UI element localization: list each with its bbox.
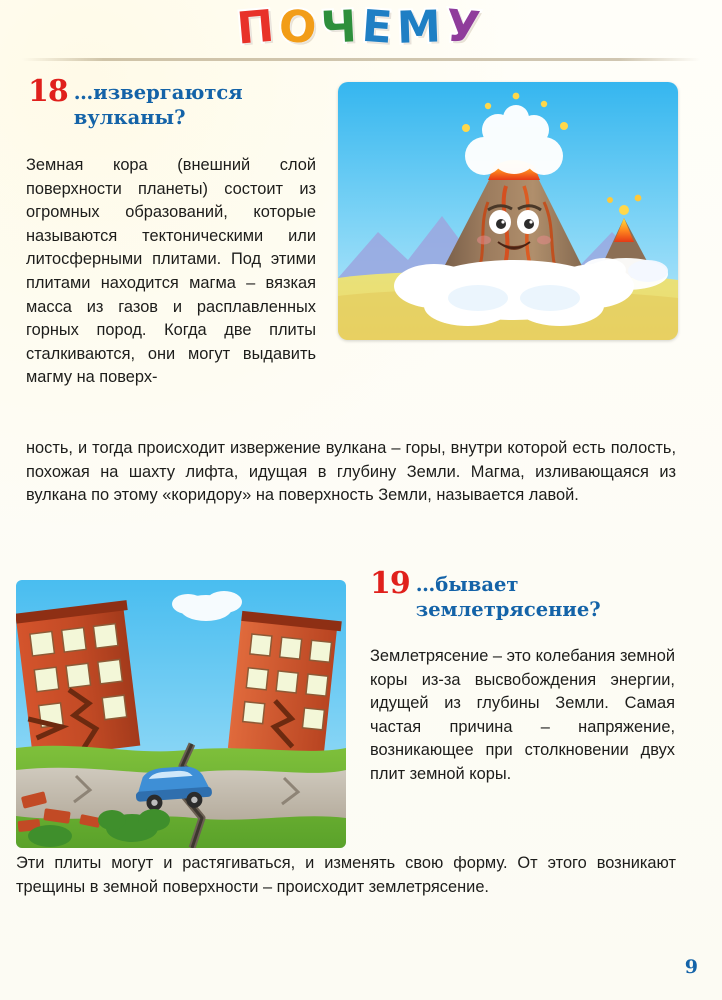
question-heading-18 (28, 74, 318, 130)
title-letter: М (396, 1, 447, 54)
earthquake-illustration (16, 580, 346, 848)
question-heading-19 (370, 566, 670, 622)
page-number: 9 (684, 956, 698, 978)
section-18-full-text: ность, и тогда происходит извержение вулкана – горы, внутри которой есть полость, похожая на шахту лифта, идущая в глубину Земли. Магма, изливающаяся из вулкана по этому «коридору» на поверхность Земли, называется лавой. (26, 439, 676, 505)
section-18-column-text: Земная кора (внешний слой поверхности планеты) состоит из огромных образований, которые называются тектоническими или литосферными плитами. Под этими плитами находится магма – вязкая масса из газов и расплавленных горных пород. Когда две плиты сталкиваются, они могут выдавить магму на поверх- (26, 156, 316, 387)
volcano-illustration-svg (338, 82, 678, 340)
volcano-illustration (338, 82, 678, 340)
question-title-line: …извергаются (73, 81, 243, 104)
title-letter: П (235, 0, 282, 55)
earthquake-illustration-svg (16, 580, 346, 848)
title-letter: У (443, 0, 487, 55)
question-title-line: землетрясение? (415, 598, 601, 621)
question-title-line: …бывает (415, 573, 519, 596)
section-19-full-text: Эти плиты могут и растягиваться, и изменять свою форму. От этого возникают трещины в земной поверхности – происходит землетрясение. (16, 854, 676, 896)
title-letter: Ч (320, 0, 364, 55)
question-title-line: вулканы? (73, 106, 186, 129)
question-title-19 (416, 572, 601, 622)
section-19-column-text: Землетрясение – это колебания земной коры из-за высвобождения энергии, идущей из глубины Земли. Самая частая причина – напряжение, возникающее при столкновении двух плит земной коры. (370, 647, 675, 783)
title-letter: Е (360, 0, 399, 55)
title-letter: О (277, 0, 323, 55)
header-divider (22, 58, 700, 61)
page-title (0, 2, 722, 53)
building-left (16, 600, 144, 759)
building-right (228, 611, 342, 759)
page-header (0, 0, 722, 62)
question-number-19: 19 (370, 566, 410, 601)
question-title-18 (74, 80, 243, 130)
question-number-18: 18 (28, 74, 68, 109)
